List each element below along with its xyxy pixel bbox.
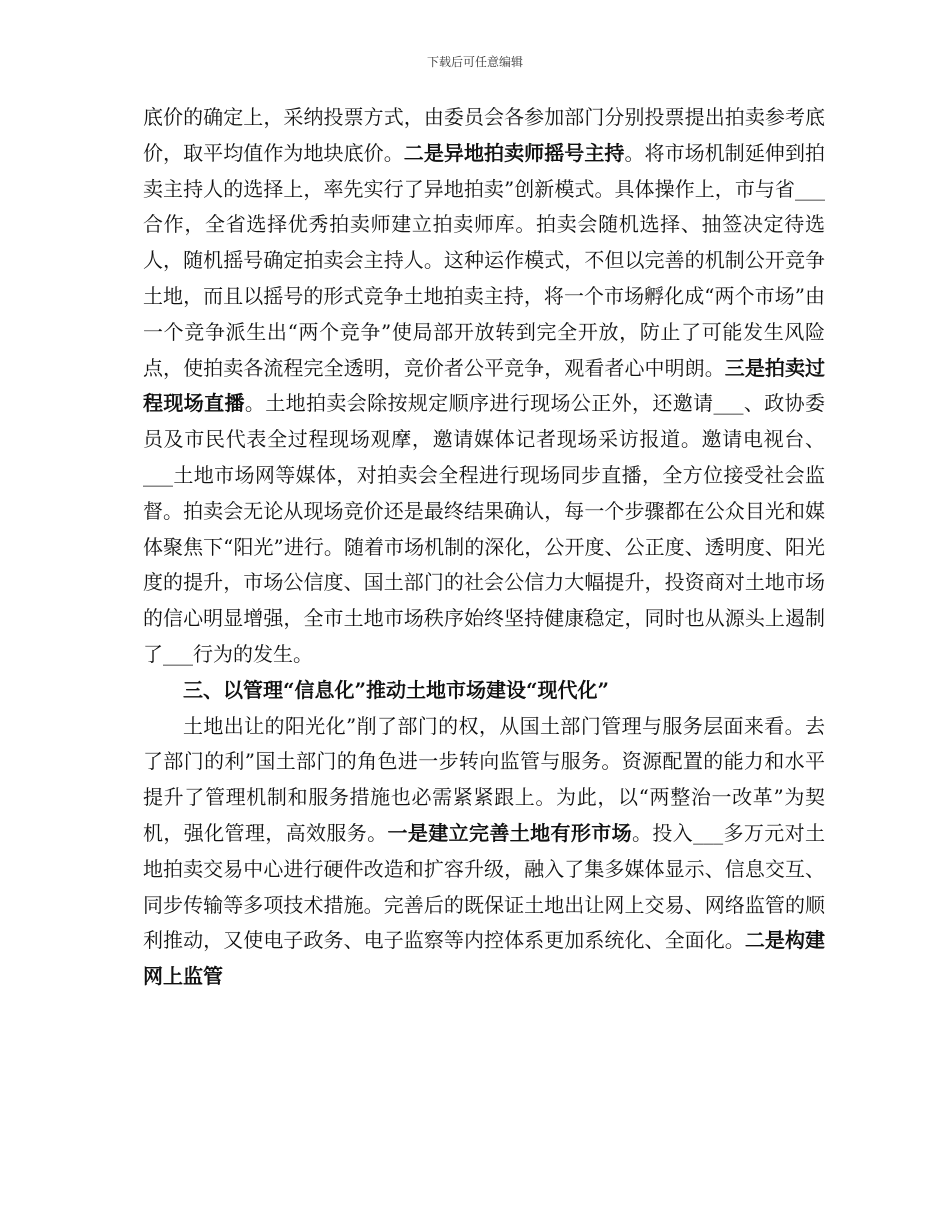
document-body	[143, 100, 825, 995]
paragraph-text: 。将市场机制延伸到拍卖主持人的选择上，率先实行了异地拍卖”创新模式。具体操作上，市与省___合作，全省选择优秀拍卖师建立拍卖师库。拍卖会随机选择、抽签决定待选人，随机摇号确定拍卖会主持人。这种运作模式，不但以完善的机制公开竞争土地，而且以摇号的形式竞争土地拍卖主持，将一个市场孵化成“两个市场”由一个竞争派生出“两个竞争”使局部开放转到完全开放，防止了可能发生风险点，使拍卖各流程完全透明，竞价者公平竞争，观看者心中明朗。	[143, 140, 826, 380]
paragraph-text: 土地出让的阳光化”削了部门的权，从国土部门管理与服务层面来看。去了部门的利”国土部门的角色进一步转向监管与服务。资源配置的能力和水平提升了管理机制和服务措施也必需紧紧跟上。为此，以“两整治一改革”为契机，强化管理，高效服务。	[143, 713, 825, 845]
bold-point-online-supervision: 二是构建网上监管	[143, 928, 826, 989]
bold-point-tangible-market: 一是建立完善土地有形市场	[387, 820, 632, 845]
page-header-note: 下载后可任意编辑	[426, 55, 523, 69]
paragraph-auction-mechanism	[143, 100, 825, 673]
paragraph-informatization	[143, 709, 825, 995]
bold-point-live-broadcast: 三是拍卖过程现场直播	[143, 355, 826, 416]
section-heading: 三、以管理“信息化”推动土地市场建设“现代化”	[183, 677, 610, 702]
bold-point-remote-auctioneer: 二是异地拍卖师摇号主持	[403, 140, 625, 165]
paragraph-text: 底价的确定上，采纳投票方式，由委员会各参加部门分别投票提出拍卖参考底价，取平均值作为地块底价。	[143, 105, 825, 165]
paragraph-text: 。土地拍卖会除按规定顺序进行现场公正外，还邀请___、政协委员及市民代表全过程现场观摩，邀请媒体记者现场采访报道。邀请电视台、___土地市场网等媒体，对拍卖会全程进行现场同步直播，全方位接受社会监督。拍卖会无论从现场竞价还是最终结果确认，每一个步骤都在公众目光和媒体聚焦下“阳光”进行。随着市场机制的深化，公开度、公正度、透明度、阳光度的提升，市场公信度、国土部门的社会公信力大幅提升，投资商对土地市场的信心明显增强，全市土地市场秩序始终坚持健康稳定，同时也从源头上遏制了___行为的发生。	[143, 391, 825, 666]
paragraph-text: 。投入___多万元对土地拍卖交易中心进行硬件改造和扩容升级，融入了集多媒体显示、信息交互、同步传输等多项技术措施。完善后的既保证土地出让网上交易、网络监管的顺利推动，又使电子政务、电子监察等内控体系更加系统化、全面化。	[143, 820, 825, 953]
